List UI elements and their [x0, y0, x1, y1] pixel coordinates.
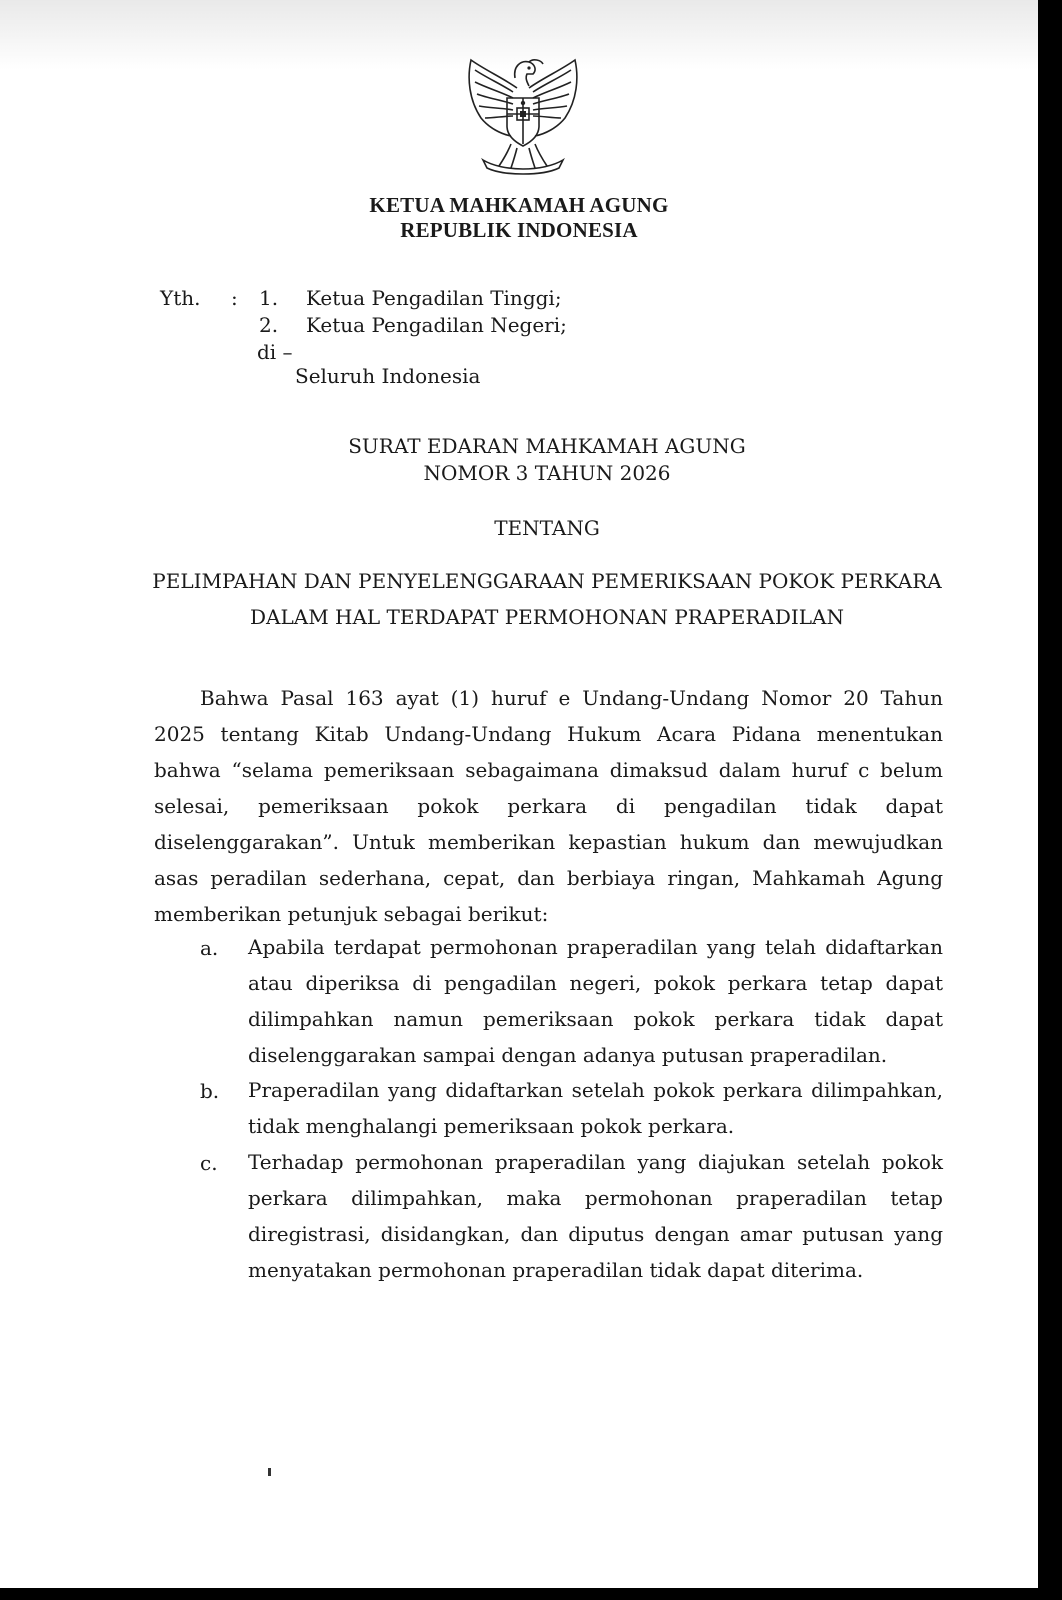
recipient-1-text: Ketua Pengadilan Tinggi;: [306, 286, 562, 310]
scan-mark: [268, 1468, 271, 1476]
location-text: Seluruh Indonesia: [295, 364, 481, 388]
item-a-text: Apabila terdapat permohonan praperadilan yang telah didaftarkan atau diperiksa di pengadilan negeri, pokok perkara tetap dapat dilimpahkan namun pemeriksaan pokok perkara tidak dapat diselenggarakan sampai dengan adanya putusan praperadilan.: [248, 935, 943, 1067]
di-label: di –: [257, 340, 293, 364]
item-b-letter: b.: [200, 1079, 220, 1103]
header-line-1: KETUA MAHKAMAH AGUNG: [369, 193, 669, 217]
recipient-1-number: 1.: [259, 286, 279, 310]
subject-line-2: DALAM HAL TERDAPAT PERMOHONAN PRAPERADILAN: [249, 605, 844, 629]
recipient-2-number: 2.: [259, 313, 279, 337]
circular-number: NOMOR 3 TAHUN 2026: [423, 461, 671, 485]
subject-line-1: PELIMPAHAN DAN PENYELENGGARAAN PEMERIKSAAN POKOK PERKARA: [152, 569, 942, 593]
about-label: TENTANG: [494, 516, 600, 540]
item-c-letter: c.: [200, 1151, 218, 1175]
circular-title-line-1: SURAT EDARAN MAHKAMAH AGUNG: [348, 434, 746, 458]
intro-paragraph: Bahwa Pasal 163 ayat (1) huruf e Undang-Undang Nomor 20 Tahun 2025 tentang Kitab Undang-Undang Hukum Acara Pidana menentukan bahwa “selama pemeriksaan sebagaimana dimaksud dalam huruf c belum selesai, pemeriksaan pokok perkara di pengadilan tidak dapat diselenggarakan”. Untuk memberikan kepastian hukum dan mewujudkan asas peradilan sederhana, cepat, dan berbiaya ringan, Mahkamah Agung memberikan petunjuk sebagai berikut:: [154, 686, 943, 926]
item-a-letter: a.: [200, 936, 219, 960]
recipient-2-text: Ketua Pengadilan Negeri;: [306, 313, 567, 337]
item-b-text: Praperadilan yang didaftarkan setelah pokok perkara dilimpahkan, tidak menghalangi pemeriksaan pokok perkara.: [248, 1078, 943, 1138]
garuda-emblem-icon: [463, 48, 583, 176]
item-c-text: Terhadap permohonan praperadilan yang diajukan setelah pokok perkara dilimpahkan, maka permohonan praperadilan tetap diregistrasi, disidangkan, dan diputus dengan amar putusan yang menyatakan permohonan praperadilan tidak dapat diterima.: [248, 1150, 943, 1282]
yth-label: Yth.: [160, 286, 201, 310]
yth-colon: :: [231, 286, 238, 310]
header-line-2: REPUBLIK INDONESIA: [400, 218, 638, 242]
